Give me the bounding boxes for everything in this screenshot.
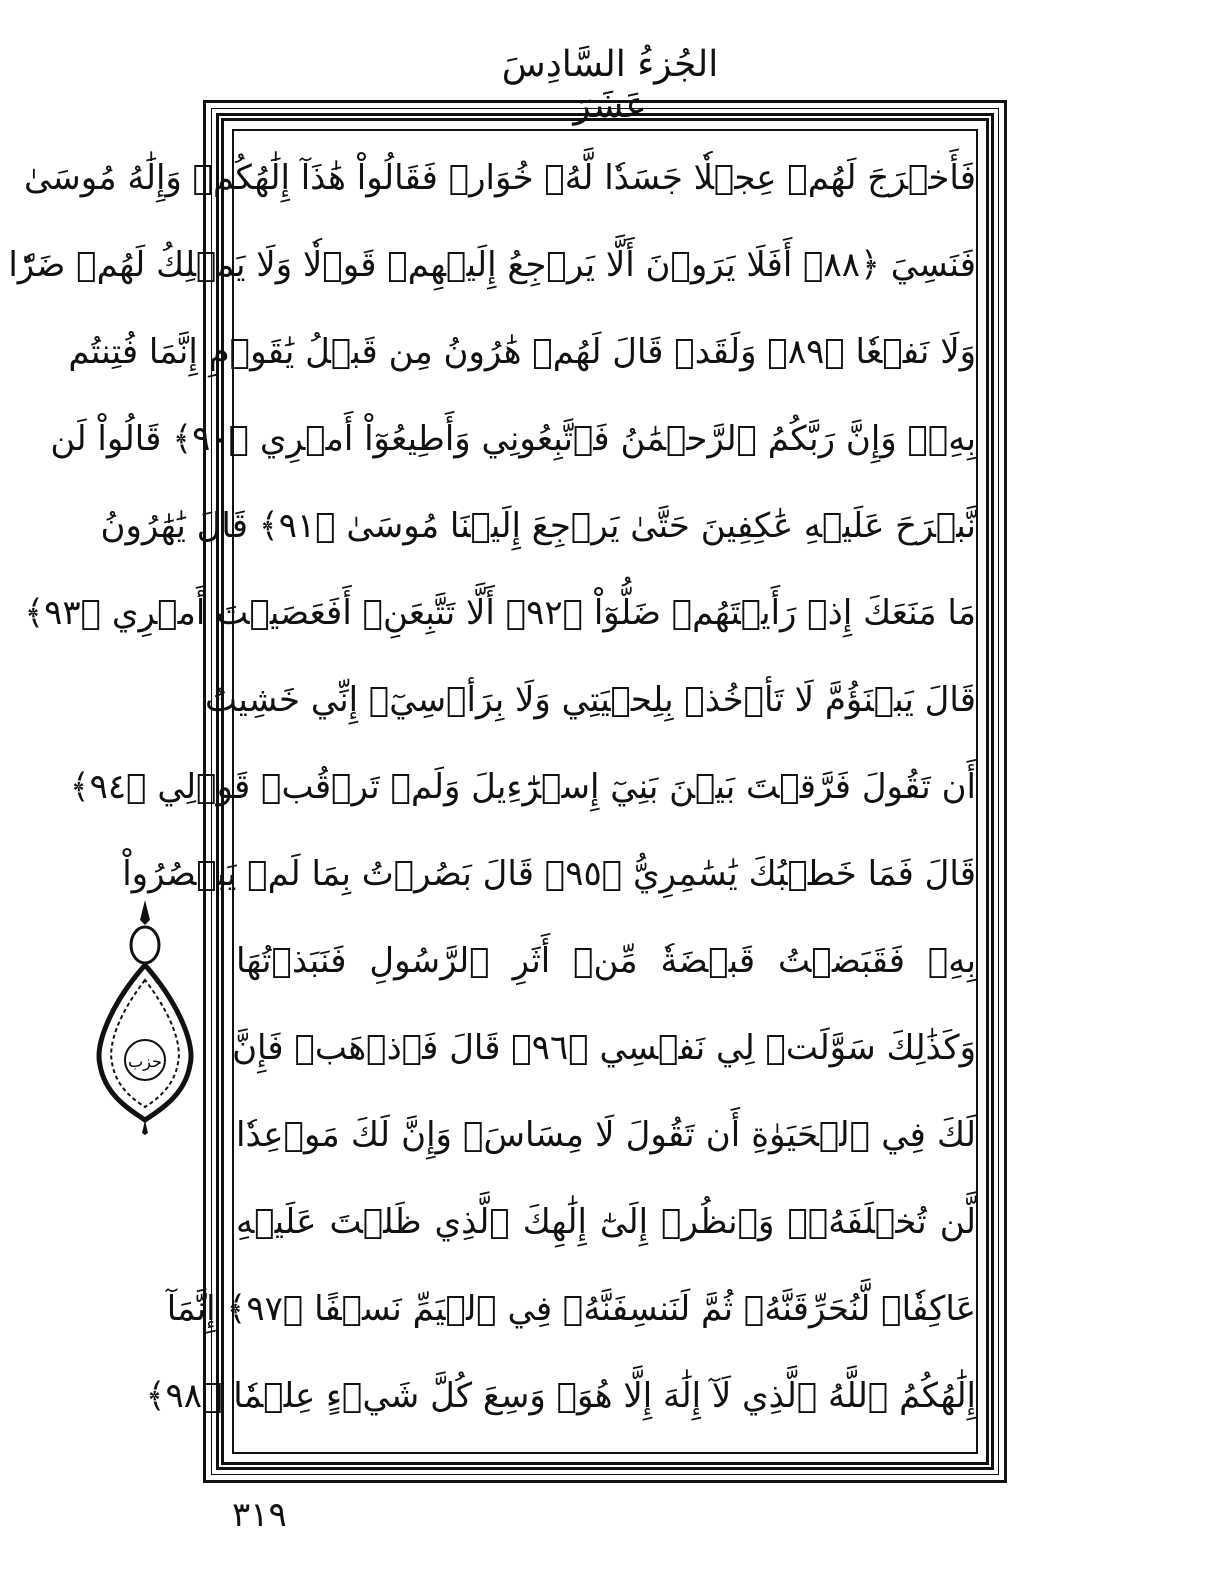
verse-line: فَأَخۡرَجَ لَهُمۡ عِجۡلٗا جَسَدٗا لَّهُۥ خُوَارٞ فَقَالُواْ هَٰذَآ إِلَٰهُكُمۡ وَإِلَٰهُ مُوسَىٰ <box>23 158 976 198</box>
verse-line: لَّن تُخۡلَفَهُۥۖ وَٱنظُرۡ إِلَىٰٓ إِلَٰهِكَ ٱلَّذِي ظَلۡتَ عَلَيۡهِ <box>236 1202 976 1242</box>
hizb-label: حزب <box>128 1052 162 1071</box>
verse-line: وَكَذَٰلِكَ سَوَّلَتۡ لِي نَفۡسِي ﴿٩٦﴾ قَالَ فَٱذۡهَبۡ فَإِنَّ <box>232 1028 976 1068</box>
verse-line: أَن تَقُولَ فَرَّقۡتَ بَيۡنَ بَنِيٓ إِسۡرَٰٓءِيلَ وَلَمۡ تَرۡقُبۡ قَوۡلِي ﴿٩٤﴾ <box>69 767 976 807</box>
verse-line: نَّبۡرَحَ عَلَيۡهِ عَٰكِفِينَ حَتَّىٰ يَرۡجِعَ إِلَيۡنَا مُوسَىٰ ﴿٩١﴾ قَالَ يَٰهَٰرُونُ <box>100 506 976 546</box>
verse-line: بِهِۦۖ وَإِنَّ رَبَّكُمُ ٱلرَّحۡمَٰنُ فَٱتَّبِعُونِي وَأَطِيعُوٓاْ أَمۡرِي ﴿٩٠﴾ قَالُواْ لَن <box>50 419 976 459</box>
verse-line: فَنَسِيَ ﴿٨٨﴾ أَفَلَا يَرَوۡنَ أَلَّا يَرۡجِعُ إِلَيۡهِمۡ قَوۡلٗا وَلَا يَمۡلِكُ لَهُمۡ ضَرّٗا <box>8 245 976 285</box>
verse-line: لَكَ فِي ٱلۡحَيَوٰةِ أَن تَقُولَ لَا مِسَاسَۖ وَإِنَّ لَكَ مَوۡعِدٗا <box>236 1115 976 1155</box>
verse-line: إِلَٰهُكُمُ ٱللَّهُ ٱلَّذِي لَآ إِلَٰهَ إِلَّا هُوَۚ وَسِعَ كُلَّ شَيۡءٍ عِلۡمٗا ﴿٩٨﴾ <box>145 1376 976 1416</box>
verse-line: بِهِۦ فَقَبَضۡتُ قَبۡضَةٗ مِّنۡ أَثَرِ ٱلرَّسُولِ فَنَبَذۡتُهَا <box>236 941 976 981</box>
verse-line: عَاكِفٗاۖ لَّنُحَرِّقَنَّهُۥ ثُمَّ لَنَنسِفَنَّهُۥ فِي ٱلۡيَمِّ نَسۡفًا ﴿٩٧﴾ إِنَّمَآ <box>166 1289 976 1329</box>
verse-line: وَلَا نَفۡعٗا ﴿٨٩﴾ وَلَقَدۡ قَالَ لَهُمۡ هَٰرُونُ مِن قَبۡلُ يَٰقَوۡمِ إِنَّمَا فُتِنتُم <box>68 332 976 372</box>
verse-line: قَالَ يَبۡنَؤُمَّ لَا تَأۡخُذۡ بِلِحۡيَتِي وَلَا بِرَأۡسِيٓۖ إِنِّي خَشِيتُ <box>205 680 976 720</box>
verse-line: قَالَ فَمَا خَطۡبُكَ يَٰسَٰمِرِيُّ ﴿٩٥﴾ قَالَ بَصُرۡتُ بِمَا لَمۡ يَبۡصُرُواْ <box>122 854 976 894</box>
hizb-ornament-icon <box>90 895 200 1135</box>
page-number: ٣١٩ <box>232 1495 287 1535</box>
juz-header: الجُزءُ السَّادِسَ عَشَرَ <box>501 44 719 126</box>
verse-line: مَا مَنَعَكَ إِذۡ رَأَيۡتَهُمۡ ضَلُّوٓاْ ﴿٩٢﴾ أَلَّا تَتَّبِعَنِۖ أَفَعَصَيۡتَ أَمۡرِي ﴿٩٣﴾ <box>24 593 976 633</box>
